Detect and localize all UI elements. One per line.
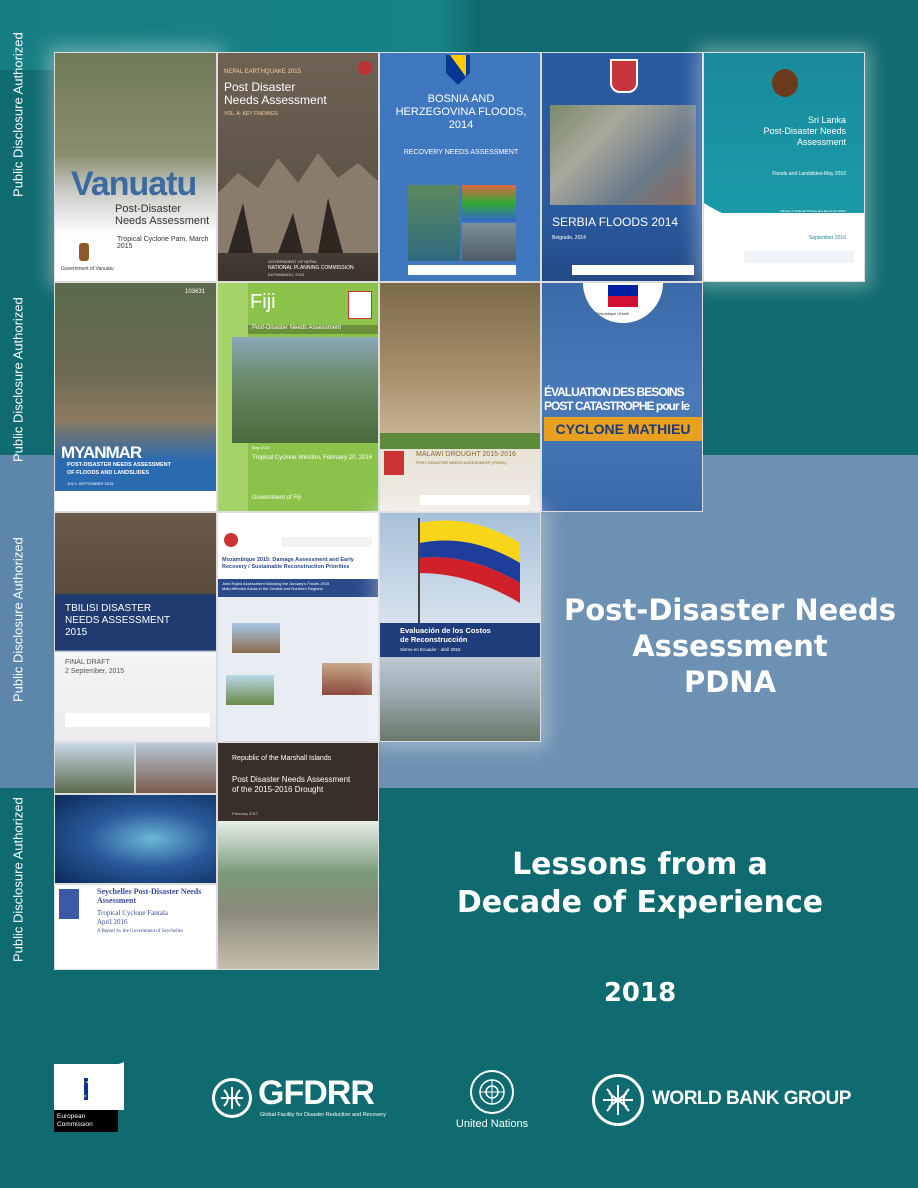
cover-date: KATHMANDU, 2015 (268, 272, 305, 277)
fiji-emblem-icon (348, 291, 372, 319)
cover-draft: FINAL DRAFT 2 September, 2015 (65, 659, 125, 675)
cover-commission: NATIONAL PLANNING COMMISSION (268, 265, 354, 271)
serbia-emblem-icon (610, 59, 638, 93)
damage-photo (135, 742, 217, 794)
damage-photo (54, 742, 135, 794)
gfdrr-globe-icon (212, 1078, 252, 1118)
cover-line: Tropical Cyclone Winston, February 20, 2016 (252, 455, 373, 461)
ec-building-icon (64, 1062, 158, 1112)
subtitle (440, 846, 840, 922)
flood-photo-collage (550, 105, 696, 205)
cover-date: JULY–SEPTEMBER 2015 (67, 481, 114, 486)
disclosure-stamp: Public Disclosure Authorized (10, 797, 26, 963)
cover-org: Government of Fiji (252, 495, 302, 501)
cover-date: February 2017 (232, 811, 259, 816)
flood-photo (462, 223, 516, 261)
cover-date: May 2016 (252, 445, 270, 450)
cover-ecuador (379, 512, 541, 742)
ec-label: European Commission (54, 1110, 118, 1132)
cover-top: NEPAL EARTHQUAKE 2015 (224, 69, 301, 75)
partner-logos (572, 265, 694, 275)
cover-serbia (541, 52, 703, 282)
cover-country: Republic of the Marshall Islands (232, 755, 332, 762)
malawi-emblem-icon (384, 451, 404, 475)
cover-sub: Sismo en Ecuador · abril 2016 (400, 647, 461, 652)
cover-title: MYANMAR (61, 443, 142, 462)
partner-logo-row (0, 1062, 918, 1142)
village-photo (218, 821, 379, 970)
cover-sub: POST-DISASTER NEEDS ASSESSMENT (PDNA) (416, 460, 506, 465)
cover-title: BOSNIA AND HERZEGOVINA FLOODS, 2014 (395, 93, 527, 131)
world-bank-globe-icon (592, 1074, 644, 1126)
partner-logos (282, 537, 372, 547)
cover-sub: Floods and Landslides-May 2016 (772, 171, 846, 177)
cover-ministry: Ministry of National Policies and Economic Affairs Ministry of Disaster Management (780, 209, 846, 217)
cover-vol: VOL. A: KEY FINDINGS (224, 111, 278, 117)
aerial-photo (54, 794, 217, 884)
cover-title: Post Disaster Needs Assessment of the 2015-2016 Drought (232, 775, 351, 794)
haiti-flag-icon (608, 285, 638, 307)
cover-org: Government of Vanuatu (61, 266, 114, 272)
cover-sub: Belgrade, 2014 (552, 235, 586, 241)
gfdrr-logo: GFDRR (258, 1074, 374, 1112)
cover-title: Seychelles Post-Disaster Needs Assessment (97, 887, 202, 905)
cover-marshall (217, 742, 379, 970)
cover-haiti (541, 282, 703, 512)
cover-srilanka (703, 52, 865, 282)
subtitle-line: Lessons from a (512, 847, 768, 882)
cover-bosnia (379, 52, 541, 282)
un-label: United Nations (455, 1118, 529, 1130)
cover-title: Post Disaster Needs Assessment (224, 80, 327, 107)
cover-cyclone: CYCLONE MATHIEU (544, 417, 702, 441)
un-emblem-icon (470, 1070, 514, 1114)
partner-logos (55, 491, 217, 512)
mozambique-emblem-icon (224, 533, 238, 547)
flood-photo (232, 623, 280, 653)
cover-line: Tropical Cyclone Pam, March 2015 (117, 236, 209, 250)
cover-title: MALAWI DROUGHT 2015-2016 (416, 451, 516, 458)
cover-title: TBILISI DISASTER NEEDS ASSESSMENT 2015 (65, 603, 171, 638)
cover-myanmar (54, 282, 217, 512)
cover-sub: RECOVERY NEEDS ASSESSMENT (403, 149, 519, 156)
cover-org: A Report by the Government of Seychelles (97, 929, 184, 934)
main-title (540, 592, 918, 700)
cover-sub: Post-Disaster Needs Assessment (248, 325, 379, 334)
bosnia-flag-icon (444, 55, 472, 87)
aerial-photo (232, 337, 379, 443)
flood-photo (408, 185, 460, 261)
flood-photo (462, 185, 516, 221)
cover-gov: GOVERNMENT OF NEPAL (268, 259, 318, 264)
cover-sub: Tropical Cyclone Fantala April 2016 (97, 909, 168, 926)
cover-mozambique (217, 512, 379, 742)
vanuatu-emblem-icon (79, 243, 89, 261)
cover-subtitle: Post-Disaster Needs Assessment (115, 203, 210, 227)
flood-photo (226, 675, 274, 705)
flood-photo (322, 663, 372, 695)
cover-title: Mozambique 2015: Damage Assessment and Early Recovery / Sustainable Reconstruction Priorities (222, 557, 354, 570)
world-bank-label: WORLD BANK GROUP (652, 1088, 851, 1109)
silhouette-illustration (218, 133, 379, 253)
cover-org: République d'Haïti (596, 311, 629, 316)
partner-logos (408, 265, 516, 275)
partner-logos (420, 495, 530, 505)
ecuador-flag-icon (410, 513, 530, 623)
seychelles-emblem-icon (59, 889, 79, 919)
cover-fiji (217, 282, 379, 512)
cover-sub: Joint Rapid Assessment following the January's Floods 2015 Main Affected Areas in the Central and Northern Regions (222, 581, 330, 591)
cover-sub: POST-DISASTER NEEDS ASSESSMENT OF FLOODS AND LANDSLIDES (67, 462, 172, 476)
cover-malawi (379, 282, 541, 512)
cover-vanuatu (54, 52, 217, 282)
disclosure-stamp: Public Disclosure Authorized (10, 32, 26, 198)
main-title-line: Post-Disaster Needs (564, 593, 896, 627)
disclosure-stamp: Public Disclosure Authorized (10, 537, 26, 703)
nepal-emblem-icon (358, 61, 372, 75)
cover-title: SERBIA FLOODS 2014 (552, 215, 679, 229)
cover-date: September 2016 (809, 235, 846, 241)
main-title-line: PDNA (683, 665, 777, 699)
subtitle-line: Decade of Experience (456, 885, 824, 920)
year: 2018 (603, 978, 677, 1008)
partner-logos (744, 251, 854, 263)
cover-title: ÉVALUATION DES BESOINS POST CATASTROPHE pour le (544, 385, 689, 413)
cover-id: 103631 (185, 289, 206, 295)
srilanka-emblem-icon (772, 69, 798, 97)
cover-band (380, 433, 541, 449)
cover-title: Sri Lanka Post-Disaster Needs Assessment (763, 115, 846, 147)
disclosure-stamp: Public Disclosure Authorized (10, 297, 26, 463)
gfdrr-subtitle: Global Facility for Disaster Reduction and Recovery (260, 1112, 386, 1118)
cover-title: Evaluación de los Costos de Reconstrucción (400, 626, 491, 644)
cover-seychelles (54, 884, 217, 970)
cover-tbilisi (54, 512, 217, 742)
cover-nepal (217, 52, 379, 282)
partner-logos (65, 713, 210, 727)
cover-title: Fiji (250, 291, 276, 313)
cover-title: Vanuatu (71, 165, 197, 203)
main-title-line: Assessment (632, 629, 828, 663)
